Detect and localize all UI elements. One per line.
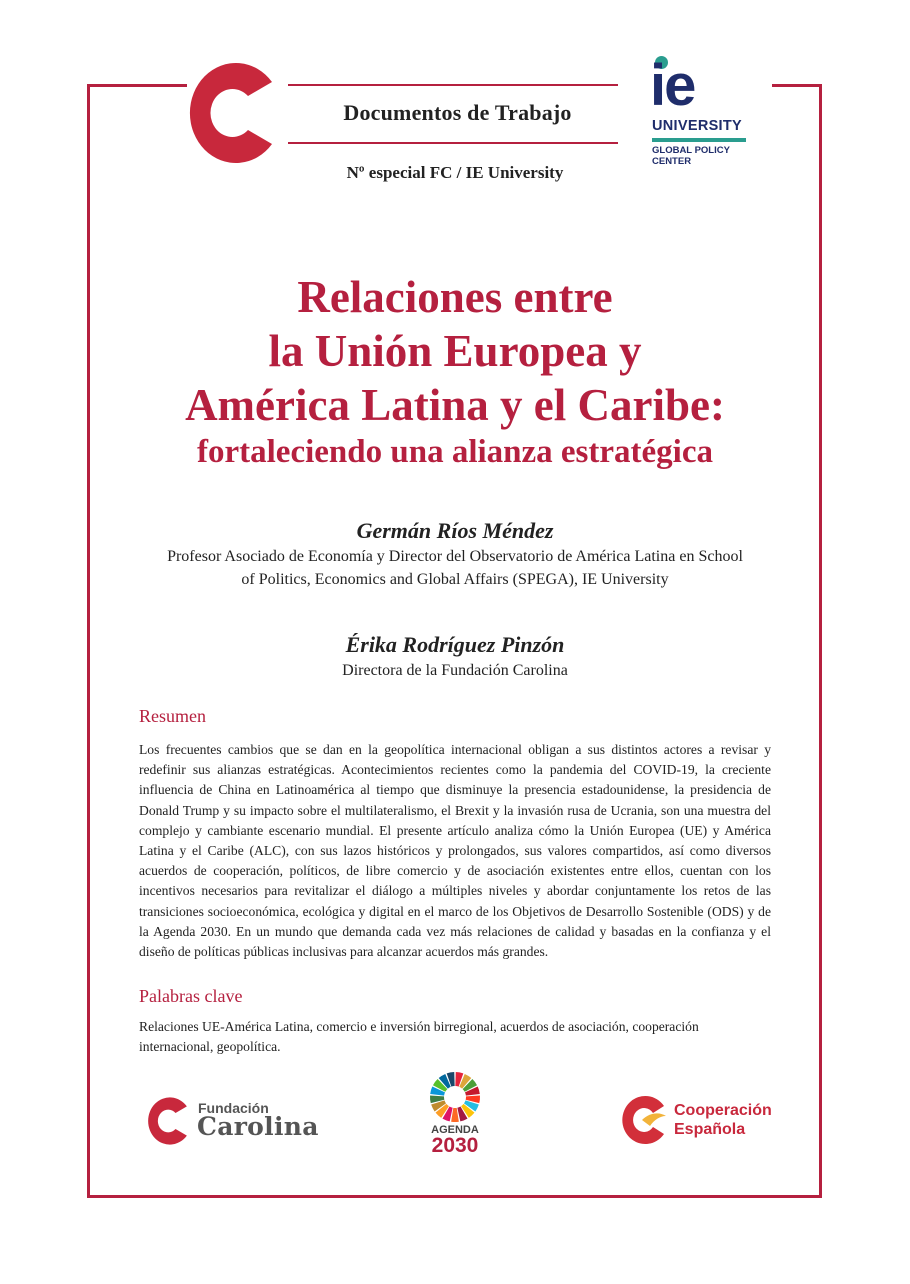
fundacion-carolina-c-icon (146, 1096, 190, 1146)
espanola-label: Española (674, 1121, 746, 1138)
series-title: Documentos de Trabajo (343, 100, 572, 125)
keywords-text: Relaciones UE-América Latina, comercio e inversión birregional, acuerdos de asociación, cooperación internacional, geopolítica. (139, 1019, 699, 1055)
author-2-affiliation: Directora de la Fundación Carolina (342, 662, 568, 679)
series-subtitle: Nº especial FC / IE University (346, 163, 564, 182)
document-title (90, 270, 820, 432)
frame-bottom (87, 1195, 822, 1198)
keywords-heading: Palabras clave (139, 986, 243, 1006)
title-line-3: América Latina y el Caribe: (185, 380, 725, 430)
sdg-wheel-segment (451, 1108, 459, 1122)
title-line-1: Relaciones entre (297, 272, 613, 322)
fundacion-label: Fundación (198, 1100, 269, 1116)
header-rule-top (288, 84, 618, 86)
author-1-name: Germán Ríos Méndez (356, 518, 554, 543)
ie-university-logo (650, 52, 760, 172)
sdg-wheel-icon (429, 1071, 481, 1123)
author-1-affiliation (140, 545, 770, 591)
abstract-heading: Resumen (139, 706, 206, 726)
title-line-2: la Unión Europea y (268, 326, 642, 376)
frame-top-left (87, 84, 187, 87)
abstract-text: Los frecuentes cambios que se dan en la geopolítica internacional obligan a sus distintos actores a revisar y redefinir sus alianzas estratégicas. Acontecimientos recientes como la pandemia del COVID-19, la creciente influencia de China en Latinoamérica al tiempo que disminuye la presencia estadounidense, la presidencia de Donald Trump y su impacto sobre el multilateralismo, el Brexit y la invasión rusa de Ucrania, son una muestra del complejo y cambiante escenario mundial. El presente artículo analiza cómo la Unión Europea (UE) y América Latina y el Caribe (ALC), con sus lazos históricos y prolongados, sus valores compartidos, así como diversos acuerdos de cooperación, políticos, de libre comercio y de asociación existentes entre ellos, cuentan con los incentivos necesarios para revitalizar el diálogo a múltiples niveles y abordar conjuntamente los retos de las transiciones socioeconómica, ecológica y digital en el marco de los Objetivos de Desarrollo Sostenible (ODS) y de la Agenda 2030. En un mundo que demanda cada vez más relaciones de calidad y basadas en la confianza y el diseño de políticas públicas inclusivas para alcanzar acuerdos más grandes. (139, 742, 771, 960)
ie-logo-letters: ie (650, 53, 695, 118)
carolina-c-logo (186, 60, 278, 166)
author-2-name: Érika Rodríguez Pinzón (345, 632, 565, 657)
author-1-affiliation-line1: Profesor Asociado de Economía y Director del Observatorio de América Latina en School (167, 548, 743, 565)
cooperacion-espanola-icon (620, 1094, 668, 1146)
ie-logo-university: UNIVERSITY (652, 118, 743, 134)
agenda-label: AGENDA (431, 1124, 479, 1136)
carolina-label: Carolina (197, 1112, 319, 1141)
header-rule-bottom (288, 142, 618, 144)
author-1-affiliation-line2: of Politics, Economics and Global Affairs (SPEGA), IE University (241, 571, 669, 588)
ie-logo-center-line1: GLOBAL POLICY (652, 145, 730, 156)
frame-top-right (772, 84, 822, 87)
cooperacion-label: Cooperación (674, 1102, 772, 1119)
agenda-year: 2030 (431, 1134, 479, 1157)
document-subtitle: fortaleciendo una alianza estratégica (197, 434, 713, 470)
ie-logo-center-line2: CENTER (652, 156, 692, 167)
ie-logo-bar (652, 138, 746, 142)
